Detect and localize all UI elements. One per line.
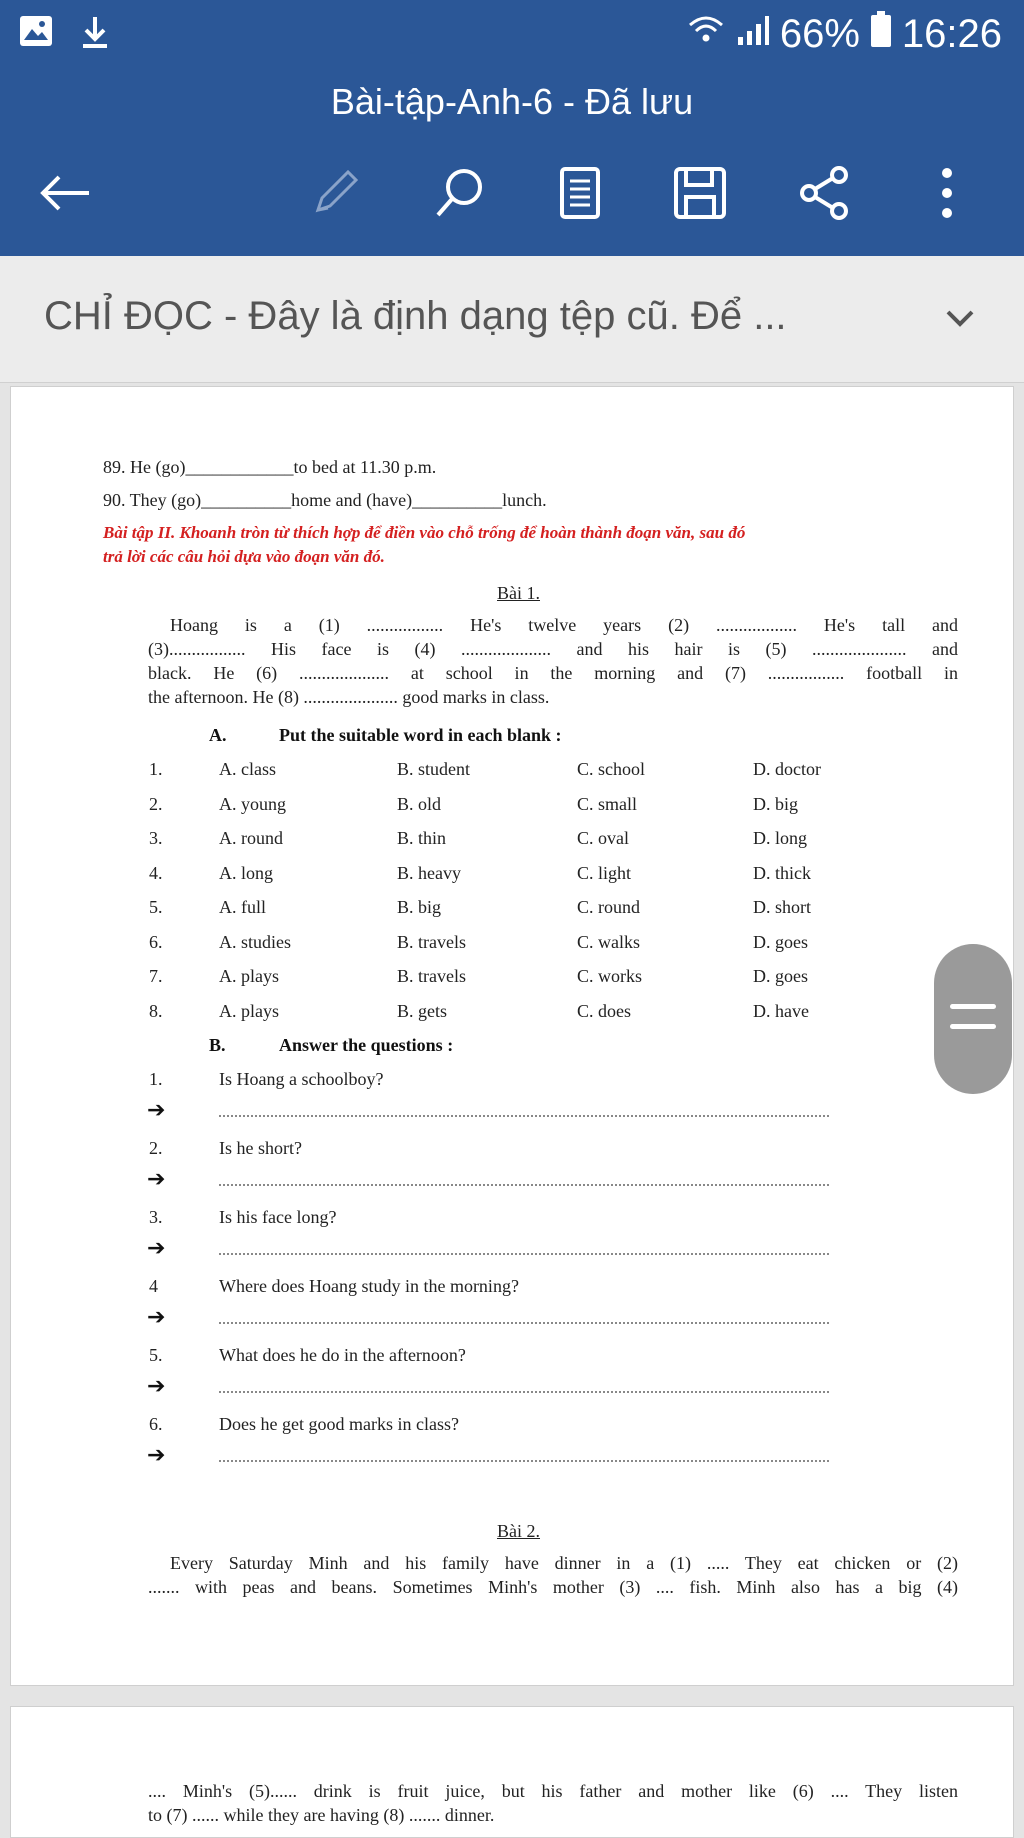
option-number: 5. <box>149 897 163 917</box>
answer-line <box>219 1253 829 1255</box>
status-bar <box>0 0 1024 72</box>
option-choice-b: B. old <box>397 793 442 814</box>
option-choice-c: C. oval <box>577 828 629 848</box>
back-button[interactable] <box>30 160 100 230</box>
search-icon <box>432 165 488 226</box>
question-number: 3. <box>149 1207 163 1227</box>
page-2-line-1: .... Minh's (5)...... drink is fruit juice, but his father and mother like (6) .... They listen <box>148 1781 958 1801</box>
option-choice-a: A. long <box>219 862 273 883</box>
clock-time: 16:26 <box>901 11 1002 56</box>
bai-1-line-1: Hoang is a (1) ................. He's twelve years (2) .................. He's tall and <box>170 615 958 635</box>
share-button[interactable] <box>790 160 860 230</box>
option-choice-d: D. thick <box>753 862 811 883</box>
download-icon <box>80 14 110 55</box>
document-page-2[interactable] <box>10 1706 1014 1838</box>
answer-line <box>219 1460 829 1462</box>
exercise-89: 89. He (go)____________to bed at 11.30 p.m. <box>103 457 437 477</box>
reading-view-button[interactable] <box>545 160 615 230</box>
save-button[interactable] <box>665 160 735 230</box>
option-number: 1. <box>149 759 163 779</box>
answer-line <box>219 1322 829 1324</box>
answer-line <box>219 1115 829 1117</box>
question-number: 2. <box>149 1138 163 1158</box>
question-text: Does he get good marks in class? <box>219 1414 459 1434</box>
option-choice-d: D. long <box>753 828 807 848</box>
answer-arrow-icon: ➔ <box>147 1304 166 1329</box>
more-icon <box>939 165 955 226</box>
battery-percent: 66% <box>779 11 860 56</box>
section-a-letter: A. <box>209 725 227 745</box>
option-choice-c: C. round <box>577 897 640 917</box>
option-choice-d: D. have <box>753 1000 809 1021</box>
option-choice-d: D. goes <box>753 966 808 986</box>
bai-2-paragraph <box>148 1551 958 1599</box>
question-text: Is Hoang a schoolboy? <box>219 1069 384 1089</box>
option-choice-a: A. studies <box>219 931 291 952</box>
option-choice-c: C. small <box>577 793 638 814</box>
option-choice-a: A. full <box>219 897 266 917</box>
bai-2-line-2: ....... with peas and beans. Sometimes Minh's mother (3) .... fish. Minh also has a big (4) <box>148 1577 958 1597</box>
option-choice-c: C. school <box>577 759 646 779</box>
option-choice-d: D. big <box>753 793 798 814</box>
wifi-icon <box>686 12 726 57</box>
answer-arrow-icon: ➔ <box>147 1373 166 1398</box>
section-a-title: Put the suitable word in each blank : <box>279 725 562 745</box>
option-choice-c: C. does <box>577 1000 631 1021</box>
question-text: Is he short? <box>219 1138 302 1158</box>
option-choice-a: A. young <box>219 793 286 814</box>
option-number: 4. <box>149 862 163 883</box>
section-b-title: Answer the questions : <box>279 1035 454 1055</box>
save-icon <box>672 165 728 226</box>
bai-1-line-4: the afternoon. He (8) ..................... good marks in class. <box>148 687 550 707</box>
document-title: Bài-tập-Anh-6 - Đã lưu <box>0 72 1024 132</box>
question-text: Is his face long? <box>219 1207 337 1227</box>
instruction-line-1: Bài tập II. Khoanh tròn từ thích hợp để điền vào chỗ trống để hoàn thành đoạn văn, sau đó <box>103 523 746 542</box>
search-button[interactable] <box>425 160 495 230</box>
option-choice-b: B. student <box>397 759 471 779</box>
signal-icon <box>736 12 770 57</box>
bai-2-title: Bài 2. <box>497 1521 540 1541</box>
option-choice-d: D. doctor <box>753 759 821 779</box>
bai-1-paragraph <box>148 613 958 709</box>
option-number: 6. <box>149 931 163 952</box>
scroll-thumb[interactable] <box>934 944 1012 1094</box>
more-options-button[interactable] <box>912 160 982 230</box>
question-number: 4 <box>149 1276 158 1296</box>
grip-line-icon <box>950 1024 996 1029</box>
app-toolbar <box>0 132 1024 256</box>
question-number: 1. <box>149 1069 163 1089</box>
section-b-letter: B. <box>209 1035 226 1055</box>
option-choice-c: C. light <box>577 862 632 883</box>
image-icon <box>18 14 54 55</box>
option-choice-b: B. gets <box>397 1000 448 1021</box>
answer-arrow-icon: ➔ <box>147 1166 166 1191</box>
option-choice-b: B. travels <box>397 966 466 986</box>
option-number: 8. <box>149 1000 163 1021</box>
expand-banner-button[interactable] <box>940 298 980 343</box>
question-number: 6. <box>149 1414 163 1434</box>
reading-view-icon <box>558 165 602 226</box>
battery-icon <box>870 10 892 58</box>
answer-arrow-icon: ➔ <box>147 1235 166 1260</box>
pencil-icon <box>308 166 362 225</box>
bai-2-line-1: Every Saturday Minh and his family have dinner in a (1) ..... They eat chicken or (2) <box>170 1553 958 1573</box>
option-number: 3. <box>149 828 163 848</box>
edit-button[interactable] <box>300 160 370 230</box>
question-text: What does he do in the afternoon? <box>219 1345 466 1365</box>
read-only-banner[interactable] <box>0 256 1024 383</box>
option-choice-a: A. plays <box>219 1000 279 1021</box>
back-arrow-icon <box>37 173 93 218</box>
answer-line <box>219 1391 829 1393</box>
grip-line-icon <box>950 1004 996 1009</box>
question-text: Where does Hoang study in the morning? <box>219 1276 519 1296</box>
share-icon <box>797 165 853 226</box>
option-choice-c: C. works <box>577 966 643 986</box>
option-choice-b: B. heavy <box>397 862 461 883</box>
instruction-line-2: trả lời các câu hỏi dựa vào đoạn văn đó. <box>103 547 385 566</box>
exercise-90: 90. They (go)__________home and (have)__________lunch. <box>103 490 547 510</box>
question-number: 5. <box>149 1345 163 1365</box>
option-number: 7. <box>149 966 163 986</box>
option-number: 2. <box>149 793 163 814</box>
option-choice-b: B. thin <box>397 828 447 848</box>
bai-1-title: Bài 1. <box>497 583 540 603</box>
option-choice-b: B. big <box>397 897 442 917</box>
option-choice-a: A. plays <box>219 966 279 986</box>
option-choice-d: D. goes <box>753 931 808 952</box>
option-choice-a: A. round <box>219 828 283 848</box>
answer-arrow-icon: ➔ <box>147 1097 166 1122</box>
answer-arrow-icon: ➔ <box>147 1442 166 1467</box>
banner-text: CHỈ ĐỌC - Đây là định dạng tệp cũ. Để ... <box>44 294 787 338</box>
answer-line <box>219 1184 829 1186</box>
bai-1-line-3: black. He (6) .................... at school in the morning and (7) ................. football in <box>148 663 958 683</box>
page-2-line-2: to (7) ...... while they are having (8) ....... dinner. <box>148 1805 495 1825</box>
document-page-1[interactable] <box>10 386 1014 1686</box>
option-choice-b: B. travels <box>397 931 466 952</box>
option-choice-c: C. walks <box>577 931 640 952</box>
option-choice-a: A. class <box>219 759 276 779</box>
option-choice-d: D. short <box>753 897 811 917</box>
chevron-down-icon <box>940 325 980 342</box>
bai-1-line-2: (3)................. His face is (4) .................... and his hair is (5) ..................... and <box>148 639 958 659</box>
